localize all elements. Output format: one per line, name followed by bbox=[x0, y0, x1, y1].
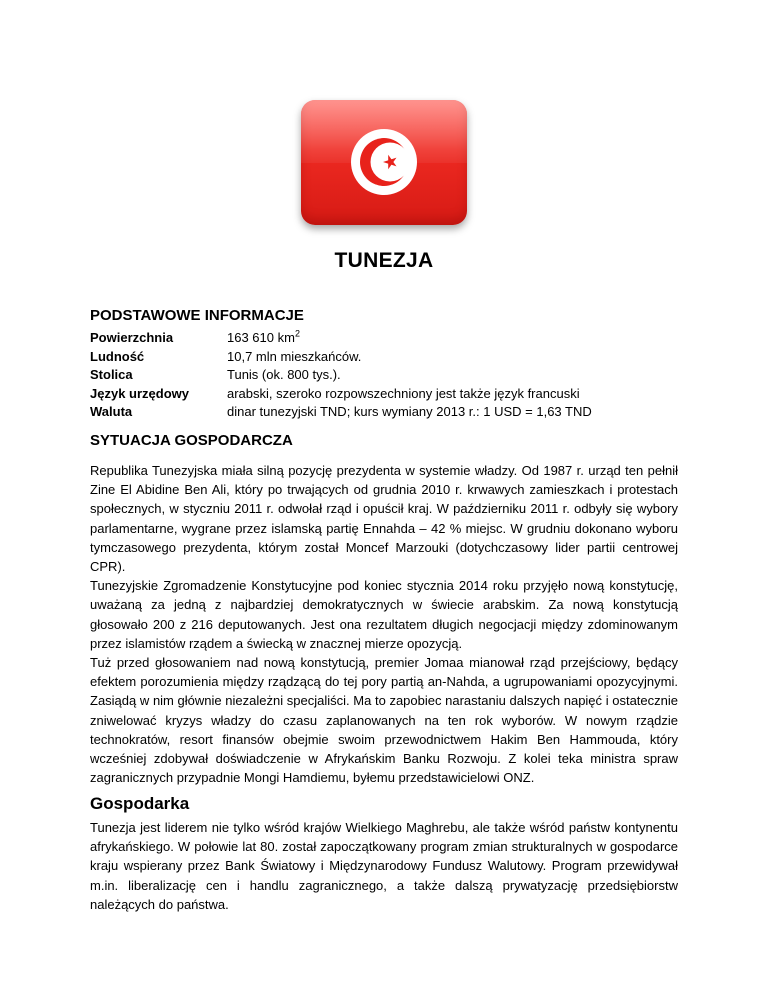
page-title: TUNEZJA bbox=[334, 249, 434, 272]
info-value: Tunis (ok. 800 tys.). bbox=[227, 367, 341, 382]
info-label: Waluta bbox=[90, 404, 133, 419]
info-label: Powierzchnia bbox=[90, 330, 174, 345]
info-row-population bbox=[90, 348, 592, 367]
paragraph: Tuż przed głosowaniem nad nową konstytucją, premier Jomaa mianował rząd przejściowy, będący efektem porozumienia między rządzącą do tej pory partią an-Nahda, a ugrupowaniami opozycyjnymi. Zasiądą w nim głównie niezależni specjaliści. Ma to zapobiec narastaniu dalszych napięć i ostatecznie zniwelować kryzys władzy do czasu zaplanowanych na ten rok wyborów. W nowym rządzie technokratów, resort finansów obejmie swoim przewodnictwem Hakim Ben Hammouda, który wcześniej zdobywał doświadczenie w Afrykańskim Banku Rozwoju. Z kolei teka ministra spraw zagranicznych przypadnie Mongi Hamdiemu, byłemu przedstawicielowi ONZ. bbox=[90, 655, 678, 786]
flag-image bbox=[301, 100, 467, 225]
economic-situation-heading: SYTUACJA GOSPODARCZA bbox=[90, 432, 293, 449]
info-label: Stolica bbox=[90, 367, 133, 382]
info-row-currency bbox=[90, 403, 592, 422]
info-value: 10,7 mln mieszkańców. bbox=[227, 348, 362, 364]
info-label: Język urzędowy bbox=[90, 385, 189, 401]
paragraph: Republika Tunezyjska miała silną pozycję prezydenta w systemie władzy. Od 1987 r. urząd ten pełnił Zine El Abidine Ben Ali, który po trwających od grudnia 2010 r. krwawych zamieszkach i protestach społecznych, w styczniu 2011 r. odwołał rząd i opuścił kraj. W październiku 2011 r. odbyły się wybory parlamentarne, wygrane przez islamską partię Ennahda – 42 % miejsc. W grudniu dokonano wyboru tymczasowego prezydenta, którym został Moncef Marzouki (dotychczasowy lider partii centrowej CPR). bbox=[90, 463, 678, 575]
info-row-capital bbox=[90, 366, 592, 385]
paragraph: Tunezja jest liderem nie tylko wśród krajów Wielkiego Maghrebu, ale także wśród państw kontynentu afrykańskiego. W połowie lat 80. został zapoczątkowany program zmian strukturalnych w gospodarce kraju wspierany przez Bank Światowy i Międzynarodowy Fundusz Walutowy. Program przewidywał m.in. liberalizację cen i handlu zagranicznego, a także dalszą prywatyzację przedsiębiorstw należących do państwa. bbox=[90, 820, 678, 912]
crescent-star-icon bbox=[349, 127, 419, 197]
info-value: arabski, szeroko rozpowszechniony jest także język francuski bbox=[227, 385, 580, 401]
economy-heading: Gospodarka bbox=[90, 794, 190, 813]
tunisia-flag-icon bbox=[301, 100, 467, 225]
info-value: dinar tunezyjski TND; kurs wymiany 2013 r.: 1 USD = 1,63 TND bbox=[227, 404, 592, 419]
economy-text bbox=[90, 818, 678, 914]
paragraph: Tunezyjskie Zgromadzenie Konstytucyjne pod koniec stycznia 2014 roku przyjęło nową konstytucję, uważaną za jedną z najbardziej demokratycznych w świecie arabskim. Za nową konstytucją głosowało 200 z 216 deputowanych. Jest ona rezultatem długich negocjacji między zdominowanym przez islamistów rządem a świecką w znacznej mierze opozycją. bbox=[90, 578, 678, 651]
basic-info-table bbox=[90, 329, 592, 422]
basic-info-heading: PODSTAWOWE INFORMACJE bbox=[90, 307, 304, 324]
info-row-language bbox=[90, 385, 592, 404]
info-value: 163 610 $km^2$ bbox=[227, 328, 300, 345]
economic-situation-text bbox=[90, 461, 678, 787]
info-label: Ludność bbox=[90, 348, 145, 364]
info-row-area bbox=[90, 329, 592, 348]
